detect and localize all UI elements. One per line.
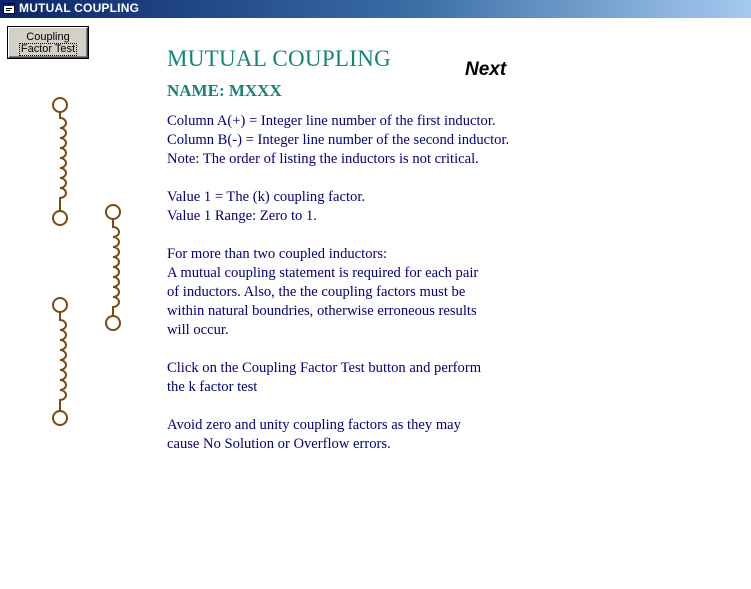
text-line: Click on the Coupling Factor Test button and perform bbox=[167, 360, 482, 376]
text-line: Avoid zero and unity coupling factors as they may bbox=[167, 417, 461, 433]
paragraph-warning bbox=[167, 416, 587, 454]
text-line: Value 1 Range: Zero to 1. bbox=[167, 208, 317, 224]
text-line: of inductors. Also, the the coupling factors must be bbox=[167, 284, 466, 300]
text-line: Note: The order of listing the inductors is not critical. bbox=[167, 151, 479, 167]
paragraph-multiple-inductors bbox=[167, 245, 587, 340]
paragraph-test-instruction bbox=[167, 359, 587, 397]
coupling-test-label-line2: Factor Test bbox=[20, 43, 76, 55]
text-line: A mutual coupling statement is required for each pair bbox=[167, 265, 479, 281]
paragraph-columns bbox=[167, 112, 587, 169]
text-line: cause No Solution or Overflow errors. bbox=[167, 436, 391, 452]
text-line: will occur. bbox=[167, 322, 229, 338]
instructions-text bbox=[167, 112, 587, 473]
inductor-icon-1 bbox=[53, 98, 67, 225]
inductor-icon-3 bbox=[53, 298, 67, 425]
page-title: MUTUAL COUPLING bbox=[167, 46, 392, 71]
text-line: For more than two coupled inductors: bbox=[167, 246, 388, 262]
coupling-test-label-line1: Coupling bbox=[26, 31, 70, 43]
text-line: Column B(-) = Integer line number of the second inductor. bbox=[167, 132, 510, 148]
paragraph-value bbox=[167, 188, 587, 226]
text-line: Column A(+) = Integer line number of the first inductor. bbox=[167, 113, 496, 129]
inductor-graphics bbox=[0, 0, 150, 440]
next-link[interactable]: Next bbox=[465, 59, 507, 80]
inductor-icon-2 bbox=[106, 205, 120, 330]
element-name-label: NAME: MXXX bbox=[167, 81, 282, 100]
text-line: within natural boundries, otherwise erroneous results bbox=[167, 303, 477, 319]
text-line: Value 1 = The (k) coupling factor. bbox=[167, 189, 366, 205]
text-line: the k factor test bbox=[167, 379, 258, 395]
window-title: MUTUAL COUPLING bbox=[19, 1, 140, 15]
